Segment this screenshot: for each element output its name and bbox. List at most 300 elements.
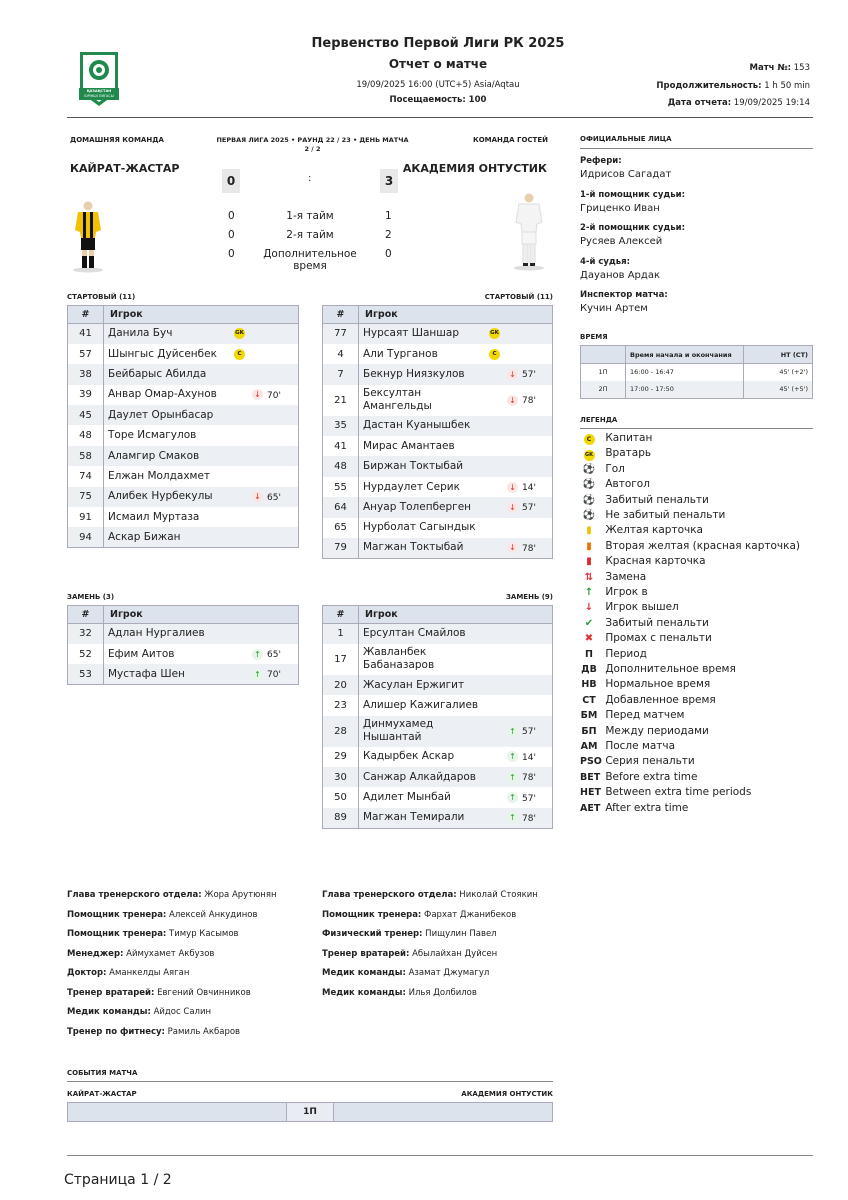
legend-label: Период bbox=[605, 647, 647, 660]
staff-entry bbox=[322, 988, 477, 998]
player-number: 89 bbox=[323, 808, 359, 828]
legend-label: Серия пенальти bbox=[605, 755, 695, 768]
legend-label: Игрок вышел bbox=[605, 601, 679, 614]
official-role: 1-й помощник судьи: bbox=[580, 189, 685, 200]
player-row bbox=[68, 385, 299, 405]
player-number: 58 bbox=[68, 446, 104, 466]
sub-minute: 57' bbox=[522, 727, 536, 738]
penalty-check-icon bbox=[580, 616, 598, 631]
time-table-header bbox=[581, 346, 812, 364]
staff-role: Медик команды: bbox=[322, 987, 406, 998]
player-number: 55 bbox=[323, 477, 359, 497]
player-cell bbox=[359, 497, 553, 517]
player-row bbox=[323, 436, 553, 456]
player-in-icon bbox=[580, 585, 598, 600]
away-starting-table bbox=[322, 305, 553, 559]
legend-icon-glyph: ↑ bbox=[584, 587, 594, 598]
player-row bbox=[323, 787, 553, 807]
legend-label: Дополнительное время bbox=[605, 663, 736, 675]
time-col-ht: HT (CT) bbox=[780, 351, 808, 359]
legend-label: Капитан bbox=[605, 432, 653, 444]
legend-icon-glyph: ⚽ bbox=[582, 494, 596, 506]
sub-minute: 70' bbox=[267, 390, 281, 401]
player-cell bbox=[104, 405, 299, 425]
round-caption bbox=[205, 136, 420, 154]
staff-name: Жора Арутюнян bbox=[204, 890, 277, 900]
sub-minute: 14' bbox=[522, 483, 536, 494]
staff-role: Медик команды: bbox=[322, 968, 406, 978]
player-name: Данила Буч bbox=[108, 327, 173, 340]
staff-name: Тимур Касымов bbox=[169, 929, 239, 939]
official-entry bbox=[580, 188, 813, 222]
player-name: Алибек Нурбекулы bbox=[108, 490, 213, 503]
player-number: 74 bbox=[68, 466, 104, 486]
extra-time-abbr bbox=[580, 662, 598, 677]
legend-item bbox=[580, 570, 646, 585]
col-number-header: # bbox=[68, 306, 104, 324]
player-number: 48 bbox=[68, 425, 104, 445]
staff-role: Менеджер: bbox=[67, 948, 124, 959]
player-in-icon: ↑ bbox=[507, 751, 518, 762]
score-separator: : bbox=[308, 173, 312, 184]
player-name: Ефим Аитов bbox=[108, 647, 175, 660]
captain-badge-icon: C bbox=[489, 349, 500, 360]
player-row bbox=[68, 664, 299, 684]
staff-name: Аманкелды Аяган bbox=[109, 968, 190, 978]
legend-icon-glyph: ▮ bbox=[586, 525, 592, 537]
time-period: 1П bbox=[581, 364, 626, 381]
player-name: Бекнур Ниязкулов bbox=[363, 367, 465, 380]
sub-minute: 78' bbox=[522, 396, 536, 407]
official-name: Дауанов Ардак bbox=[580, 269, 660, 281]
player-name: Нурсаят Шаншар bbox=[363, 327, 459, 340]
away-team-caption: КОМАНДА ГОСТЕЙ bbox=[473, 136, 548, 144]
player-number: 30 bbox=[323, 767, 359, 787]
legend-icon-glyph: БМ bbox=[580, 710, 598, 722]
legend-label: After extra time bbox=[605, 801, 689, 814]
player-cell bbox=[359, 644, 553, 675]
player-name: Али Турганов bbox=[363, 347, 438, 360]
duration-label: Продолжительность: bbox=[656, 81, 762, 91]
away-subs-table bbox=[322, 605, 553, 829]
goalkeeper-badge-icon: GK bbox=[234, 328, 245, 339]
staff-name: Айдос Салин bbox=[153, 1007, 212, 1017]
legend-item bbox=[580, 801, 688, 816]
player-number: 20 bbox=[323, 675, 359, 695]
player-in-icon: ↑ bbox=[507, 726, 518, 737]
staff-role: Помощник тренера: bbox=[67, 909, 167, 920]
player-name: Торе Исмагулов bbox=[108, 429, 197, 442]
player-name: Дастан Куанышбек bbox=[363, 419, 471, 432]
sub-minute: 57' bbox=[522, 793, 536, 804]
home-subs-caption: ЗАМЕНЬ (3) bbox=[67, 593, 115, 601]
attendance: Посещаемость: 100 bbox=[389, 95, 487, 105]
staff-name: Фархат Джанибеков bbox=[424, 909, 517, 920]
period-label: Дополнительное время bbox=[263, 248, 357, 272]
legend-icon-glyph: ▮ bbox=[586, 540, 592, 552]
player-event bbox=[252, 648, 281, 660]
period-row bbox=[220, 210, 400, 229]
legend-item bbox=[580, 754, 695, 769]
player-row bbox=[68, 344, 299, 364]
player-cell bbox=[104, 344, 299, 364]
officials-list bbox=[580, 154, 813, 322]
player-name: Бексултан Амангельды bbox=[363, 387, 432, 413]
player-cell bbox=[359, 675, 553, 695]
player-cell bbox=[104, 664, 299, 684]
legend-item bbox=[580, 446, 651, 461]
player-in-icon: ↑ bbox=[252, 649, 263, 660]
player-number: 52 bbox=[68, 644, 104, 664]
time-ht: 45' (+2') bbox=[779, 368, 808, 376]
legend-icon-glyph: АМ bbox=[580, 741, 598, 752]
player-out-icon: ↓ bbox=[507, 482, 518, 493]
legend-label: Between extra time periods bbox=[605, 786, 752, 799]
player-cell bbox=[104, 507, 299, 527]
added-time-abbr bbox=[580, 693, 598, 708]
staff-entry bbox=[67, 910, 257, 920]
player-badge bbox=[234, 328, 245, 340]
player-event bbox=[507, 792, 536, 804]
staff-entry bbox=[322, 968, 489, 978]
legend-icon-glyph: БП bbox=[581, 725, 597, 737]
legend-label: Вторая желтая (красная карточка) bbox=[605, 539, 800, 552]
period-home-score: 0 bbox=[228, 229, 235, 241]
official-name: Русяев Алексей bbox=[580, 236, 663, 247]
events-period-cell: 1П bbox=[286, 1103, 334, 1121]
player-row bbox=[68, 324, 299, 344]
player-row bbox=[323, 518, 553, 538]
events-table bbox=[67, 1102, 553, 1122]
player-row bbox=[323, 364, 553, 384]
logo-text2: БІРІНШІ ЛИГАСЫ bbox=[84, 94, 114, 98]
player-row bbox=[68, 446, 299, 466]
col-player-header: Игрок bbox=[359, 306, 553, 324]
player-name: Кадырбек Аскар bbox=[363, 750, 455, 763]
penalty-miss-icon bbox=[580, 631, 598, 646]
player-number: 94 bbox=[68, 527, 104, 547]
away-kit-icon bbox=[509, 192, 549, 272]
player-event bbox=[507, 501, 536, 513]
player-cell bbox=[359, 787, 553, 807]
time-caption: ВРЕМЯ bbox=[580, 333, 608, 341]
legend-label: Промах с пенальти bbox=[605, 632, 712, 645]
official-name: Кучин Артем bbox=[580, 303, 648, 314]
player-number: 17 bbox=[323, 644, 359, 675]
penalty-missed-icon bbox=[580, 508, 598, 523]
header-divider bbox=[67, 117, 813, 118]
player-cell bbox=[359, 767, 553, 787]
officials-divider bbox=[580, 148, 813, 149]
sub-minute: 57' bbox=[522, 370, 536, 381]
time-range: 16:00 - 16:47 bbox=[626, 364, 744, 381]
legend-divider bbox=[580, 428, 813, 429]
staff-role: Глава тренерского отдела: bbox=[322, 890, 457, 900]
player-row bbox=[323, 385, 553, 416]
player-cell bbox=[359, 364, 553, 384]
player-cell bbox=[104, 466, 299, 486]
staff-entry bbox=[67, 1027, 240, 1037]
player-name: Адлан Нургалиев bbox=[108, 627, 205, 640]
captain-icon bbox=[580, 431, 598, 446]
sub-minute: 78' bbox=[522, 773, 536, 784]
player-in-icon: ↑ bbox=[252, 669, 263, 680]
staff-role: Помощник тренера: bbox=[322, 909, 422, 920]
legend-icon-glyph: СТ bbox=[582, 694, 596, 706]
player-number: 48 bbox=[323, 456, 359, 476]
legend-icon-glyph: HET bbox=[580, 787, 601, 799]
events-divider bbox=[67, 1081, 553, 1082]
player-number: 64 bbox=[323, 497, 359, 517]
goalkeeper-badge-icon: GK bbox=[489, 328, 500, 339]
player-row bbox=[323, 695, 553, 715]
staff-entry bbox=[322, 929, 497, 939]
legend-icon-glyph: AET bbox=[580, 802, 601, 814]
player-row bbox=[68, 466, 299, 486]
staff-role: Доктор: bbox=[67, 968, 107, 978]
period-abbr bbox=[580, 647, 598, 662]
duration bbox=[656, 81, 810, 91]
bet-abbr bbox=[580, 770, 601, 785]
player-event bbox=[252, 668, 281, 680]
player-cell bbox=[359, 716, 553, 747]
player-cell bbox=[359, 436, 553, 456]
away-starting-caption: СТАРТОВЫЙ (11) bbox=[484, 293, 553, 301]
period-row bbox=[220, 229, 400, 248]
round-caption-line1: ПЕРВАЯ ЛИГА 2025 • РАУНД 22 / 23 • ДЕНЬ МАТЧА bbox=[216, 136, 409, 144]
report-subtitle: Отчет о матче bbox=[388, 57, 488, 71]
player-row bbox=[323, 808, 553, 828]
player-row bbox=[323, 538, 553, 558]
period-away-score: 2 bbox=[385, 229, 392, 241]
player-number: 28 bbox=[323, 716, 359, 747]
staff-name: Николай Стоякин bbox=[459, 890, 538, 900]
player-badge bbox=[234, 348, 245, 360]
official-entry bbox=[580, 154, 813, 188]
player-cell bbox=[359, 518, 553, 538]
col-player-header: Игрок bbox=[104, 306, 299, 324]
legend-icon-glyph: ↓ bbox=[584, 602, 594, 614]
staff-name: Алексей Анкудинов bbox=[169, 909, 258, 920]
player-number: 39 bbox=[68, 385, 104, 405]
player-in-icon: ↑ bbox=[507, 792, 518, 803]
player-out-icon: ↓ bbox=[507, 502, 518, 513]
player-name: Нурдаулет Серик bbox=[363, 480, 460, 493]
legend-item bbox=[580, 554, 706, 569]
player-event bbox=[507, 771, 536, 783]
player-number: 29 bbox=[323, 747, 359, 767]
col-player-header: Игрок bbox=[104, 606, 299, 624]
player-out-icon bbox=[580, 600, 598, 615]
player-event bbox=[507, 542, 536, 554]
player-cell bbox=[104, 527, 299, 547]
yellow-card-icon bbox=[580, 523, 598, 538]
substitution-icon bbox=[580, 570, 598, 585]
official-entry bbox=[580, 288, 813, 322]
official-entry bbox=[580, 221, 813, 255]
col-number-header: # bbox=[68, 606, 104, 624]
sub-minute: 78' bbox=[522, 813, 536, 824]
match-number-value: 153 bbox=[793, 63, 810, 73]
legend-label: Красная карточка bbox=[605, 555, 706, 568]
away-team-name: АКАДЕМИЯ ОНТУСТИК bbox=[402, 162, 547, 175]
legend-item bbox=[580, 647, 647, 662]
player-row bbox=[323, 477, 553, 497]
round-caption-line2: 2 / 2 bbox=[304, 145, 321, 153]
legend-item bbox=[580, 785, 751, 800]
time-ht: 45' (+5') bbox=[779, 385, 808, 393]
legend-label: Замена bbox=[605, 570, 647, 583]
player-event bbox=[507, 751, 536, 763]
player-name: Даулет Орынбасар bbox=[108, 408, 214, 421]
het-abbr bbox=[580, 785, 601, 800]
staff-entry bbox=[67, 968, 189, 978]
player-row bbox=[323, 416, 553, 436]
player-badge bbox=[489, 328, 500, 340]
player-number: 41 bbox=[323, 436, 359, 456]
col-number-header: # bbox=[323, 606, 359, 624]
player-row bbox=[323, 624, 553, 644]
sub-minute: 57' bbox=[522, 503, 536, 514]
after-match-abbr bbox=[580, 739, 598, 754]
home-subs-table bbox=[67, 605, 299, 685]
player-cell bbox=[359, 747, 553, 767]
player-out-icon: ↓ bbox=[252, 491, 263, 502]
events-away-team: АКАДЕМИЯ ОНТУСТИК bbox=[461, 1090, 553, 1098]
official-role: 2-й помощник судьи: bbox=[580, 223, 685, 233]
legend-icon-glyph: ⇅ bbox=[584, 571, 594, 583]
sub-minute: 78' bbox=[522, 543, 536, 554]
legend-label: Перед матчем bbox=[605, 709, 685, 722]
player-row bbox=[323, 497, 553, 517]
report-date bbox=[668, 98, 810, 108]
player-out-icon: ↓ bbox=[507, 369, 518, 380]
player-number: 21 bbox=[323, 385, 359, 416]
player-cell bbox=[104, 385, 299, 405]
legend-icon-glyph: П bbox=[585, 648, 593, 660]
player-cell bbox=[359, 324, 553, 344]
staff-entry bbox=[67, 890, 277, 900]
legend-item bbox=[580, 708, 684, 723]
player-name: Исмаил Муртаза bbox=[108, 510, 200, 523]
home-score: 0 bbox=[222, 169, 240, 193]
match-number bbox=[750, 63, 810, 73]
player-number: 1 bbox=[323, 624, 359, 644]
player-row bbox=[323, 767, 553, 787]
player-row bbox=[68, 507, 299, 527]
staff-entry bbox=[67, 949, 214, 959]
official-role: 4-й судья: bbox=[580, 256, 631, 267]
player-in-icon: ↑ bbox=[507, 772, 518, 783]
player-row bbox=[68, 364, 299, 384]
player-cell bbox=[359, 624, 553, 644]
player-event bbox=[507, 368, 536, 380]
player-row bbox=[323, 716, 553, 747]
player-number: 50 bbox=[323, 787, 359, 807]
player-number: 23 bbox=[323, 695, 359, 715]
legend-item bbox=[580, 477, 650, 492]
legend-item bbox=[580, 770, 697, 785]
match-number-label: Матч №: bbox=[749, 63, 792, 73]
sub-minute: 14' bbox=[522, 752, 536, 763]
staff-name: Евгений Овчинников bbox=[157, 987, 251, 998]
player-cell bbox=[359, 385, 553, 416]
time-range: 17:00 - 17:50 bbox=[626, 381, 744, 398]
player-cell bbox=[359, 808, 553, 828]
legend-icon-glyph: C bbox=[584, 434, 595, 445]
sub-minute: 65' bbox=[267, 492, 281, 503]
period-row bbox=[220, 248, 400, 272]
officials-caption: ОФИЦИАЛЬНЫЕ ЛИЦА bbox=[580, 135, 672, 143]
official-entry bbox=[580, 255, 813, 289]
staff-entry bbox=[67, 988, 251, 998]
period-away-score: 1 bbox=[385, 210, 392, 222]
player-row bbox=[323, 456, 553, 476]
events-caption: СОБЫТИЯ МАТЧА bbox=[67, 1069, 138, 1077]
legend-label: Вратарь bbox=[605, 447, 652, 460]
period-home-score: 0 bbox=[228, 210, 235, 222]
legend-item bbox=[580, 585, 648, 600]
legend-label: Before extra time bbox=[605, 770, 698, 783]
period-label: 1-я тайм bbox=[286, 210, 334, 222]
legend-icon-glyph: ⚽ bbox=[582, 510, 596, 521]
time-table bbox=[580, 345, 813, 399]
legend-item bbox=[580, 508, 725, 523]
player-row bbox=[68, 425, 299, 445]
period-label: 2-я тайм bbox=[286, 229, 334, 241]
legend-item bbox=[580, 724, 709, 739]
before-match-abbr bbox=[580, 708, 598, 723]
player-cell bbox=[104, 324, 299, 344]
legend-item bbox=[580, 616, 709, 631]
home-starting-table bbox=[67, 305, 299, 548]
player-row bbox=[68, 624, 299, 644]
player-out-icon: ↓ bbox=[507, 542, 518, 553]
player-name: Магжан Темирали bbox=[363, 811, 465, 824]
legend-label: Желтая карточка bbox=[605, 524, 703, 537]
player-cell bbox=[104, 425, 299, 445]
legend-label: Не забитый пенальти bbox=[605, 509, 726, 521]
player-event bbox=[252, 491, 281, 503]
legend-icon-glyph: ▮ bbox=[586, 556, 592, 568]
player-number: 77 bbox=[323, 324, 359, 344]
page-number: Страница 1 / 2 bbox=[64, 1172, 172, 1188]
official-role: Инспектор матча: bbox=[580, 290, 668, 300]
player-number: 4 bbox=[323, 344, 359, 364]
player-name: Бейбарыс Абилда bbox=[108, 367, 207, 380]
logo-text: ҚАЗАҚСТАН bbox=[86, 89, 112, 93]
player-name: Мустафа Шен bbox=[108, 667, 185, 680]
player-number: 91 bbox=[68, 507, 104, 527]
player-number: 7 bbox=[323, 364, 359, 384]
player-number: 57 bbox=[68, 344, 104, 364]
player-number: 53 bbox=[68, 664, 104, 684]
player-row bbox=[323, 324, 553, 344]
player-name: Нурболат Сагындык bbox=[363, 521, 476, 534]
legend-label: Между периодами bbox=[605, 724, 709, 737]
legend-item bbox=[580, 662, 736, 677]
goal-icon bbox=[580, 462, 598, 477]
legend-icon-glyph: ✔ bbox=[584, 617, 594, 629]
player-name: Шынгыс Дуйсенбек bbox=[108, 347, 217, 360]
player-number: 38 bbox=[68, 364, 104, 384]
legend-label: Добавленное время bbox=[605, 693, 716, 706]
staff-entry bbox=[67, 1007, 211, 1017]
player-name: Елжан Молдахмет bbox=[108, 469, 211, 482]
player-number: 79 bbox=[323, 538, 359, 558]
pso-abbr bbox=[580, 754, 602, 769]
legend-icon-glyph: НВ bbox=[581, 679, 597, 691]
